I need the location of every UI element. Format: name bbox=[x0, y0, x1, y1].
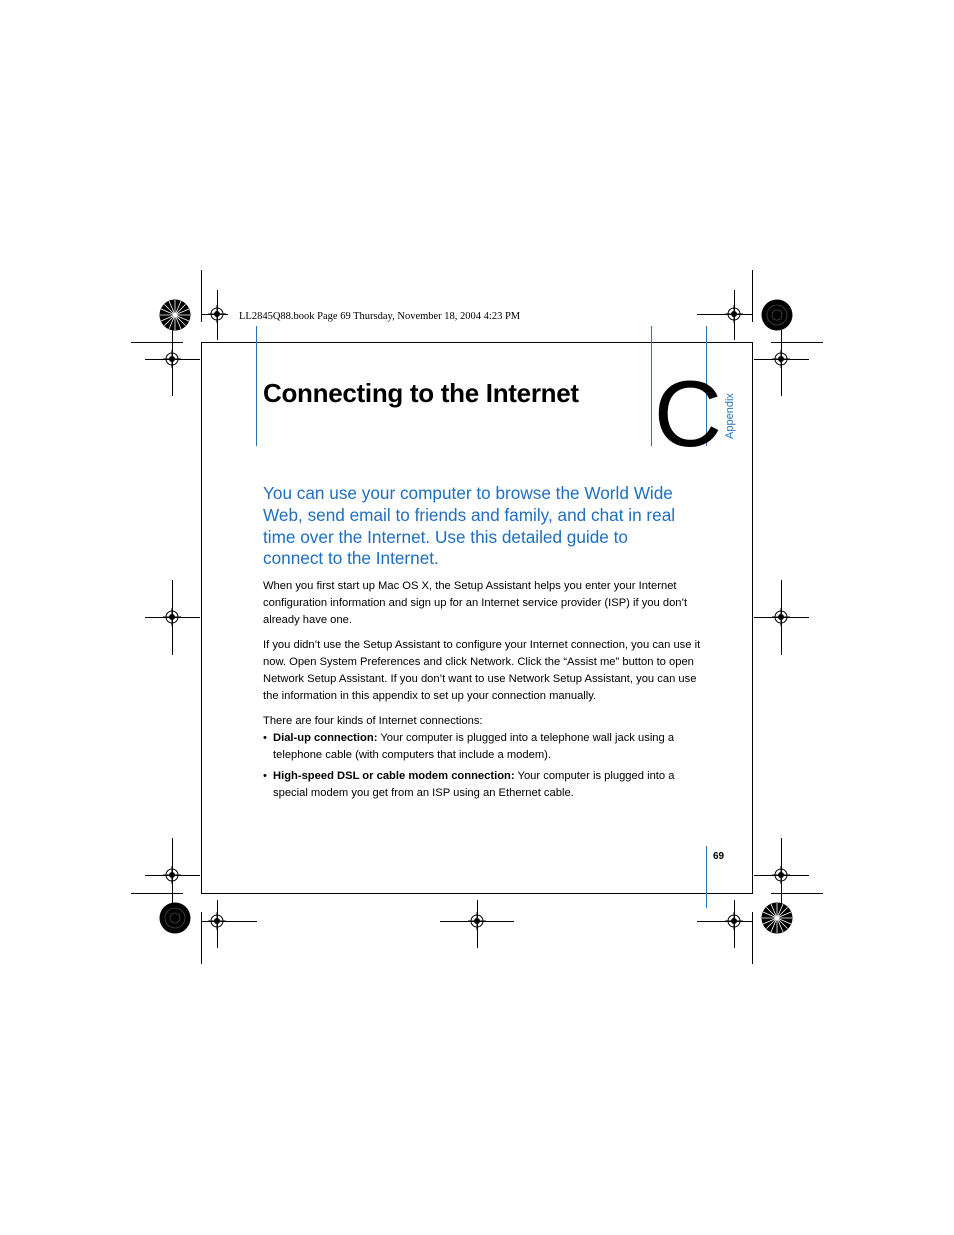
body-paragraph: There are four kinds of Internet connections: bbox=[263, 715, 483, 727]
crop-mark bbox=[172, 330, 173, 396]
chapter-rule-left bbox=[651, 326, 652, 446]
trim-right bbox=[752, 342, 753, 894]
crop-mark bbox=[697, 921, 753, 922]
list-item-term: High-speed DSL or cable modem connection: bbox=[273, 770, 515, 782]
crop-mark bbox=[217, 290, 218, 340]
trim-top bbox=[201, 342, 753, 343]
crop-mark bbox=[217, 900, 218, 948]
intro-paragraph: You can use your computer to browse the World Wide Web, send email to friends and family, and chat in real time over the Internet. Use this detailed guide to connect to the Internet. bbox=[263, 483, 676, 569]
section-label: Appendix bbox=[724, 393, 736, 439]
crop-mark bbox=[781, 580, 782, 655]
crop-mark bbox=[697, 314, 753, 315]
print-slug: LL2845Q88.book Page 69 Thursday, November 18, 2004 4:23 PM bbox=[239, 311, 521, 322]
title-rule bbox=[256, 326, 257, 446]
crop-mark bbox=[131, 893, 183, 894]
crop-mark bbox=[734, 290, 735, 340]
starburst-target-icon bbox=[761, 902, 793, 934]
crop-mark bbox=[781, 838, 782, 910]
trim-bottom bbox=[201, 893, 753, 894]
crop-mark bbox=[771, 342, 823, 343]
crop-mark bbox=[477, 900, 478, 948]
starburst-target-icon bbox=[159, 299, 191, 331]
crop-mark bbox=[201, 314, 228, 315]
list-item bbox=[263, 730, 710, 766]
starburst-target-icon bbox=[761, 299, 793, 331]
list-item-text: Your computer is plugged into a special modem you get from an ISP using an Ethernet cable. bbox=[273, 770, 675, 799]
crop-mark bbox=[771, 893, 823, 894]
trim-left bbox=[201, 342, 202, 894]
page-title: Connecting to the Internet bbox=[263, 378, 579, 408]
crop-mark bbox=[131, 342, 183, 343]
crop-mark bbox=[752, 912, 753, 964]
crop-mark bbox=[781, 330, 782, 396]
body-paragraph: If you didn’t use the Setup Assistant to configure your Internet connection, you can use it now. Open System Preferences and click Network. Click the “Assist me” button to open Network Setup Assistant. If you don’t want to use Network Setup Assistant, you can use the information in this appendix to set up your connection manually. bbox=[263, 639, 701, 702]
starburst-target-icon bbox=[159, 902, 191, 934]
bullet-icon: • bbox=[263, 770, 267, 782]
body-paragraph: When you first start up Mac OS X, the Setup Assistant helps you enter your Internet configuration information and sign up for an Internet service provider (ISP) if you don’t already have one. bbox=[263, 580, 688, 626]
crop-mark bbox=[172, 580, 173, 655]
crop-mark bbox=[172, 838, 173, 910]
crop-mark bbox=[734, 900, 735, 948]
crop-mark bbox=[201, 921, 257, 922]
list-item-text: Your computer is plugged into a telephone wall jack using a telephone cable (with computers that include a modem). bbox=[273, 732, 675, 761]
appendix-letter: C bbox=[654, 361, 722, 466]
list-item bbox=[263, 768, 710, 804]
list-item-term: Dial-up connection: bbox=[273, 732, 378, 744]
page-number: 69 bbox=[713, 851, 725, 862]
crop-mark bbox=[201, 912, 202, 964]
page-number-rule bbox=[706, 846, 707, 908]
bullet-icon: • bbox=[263, 732, 267, 744]
